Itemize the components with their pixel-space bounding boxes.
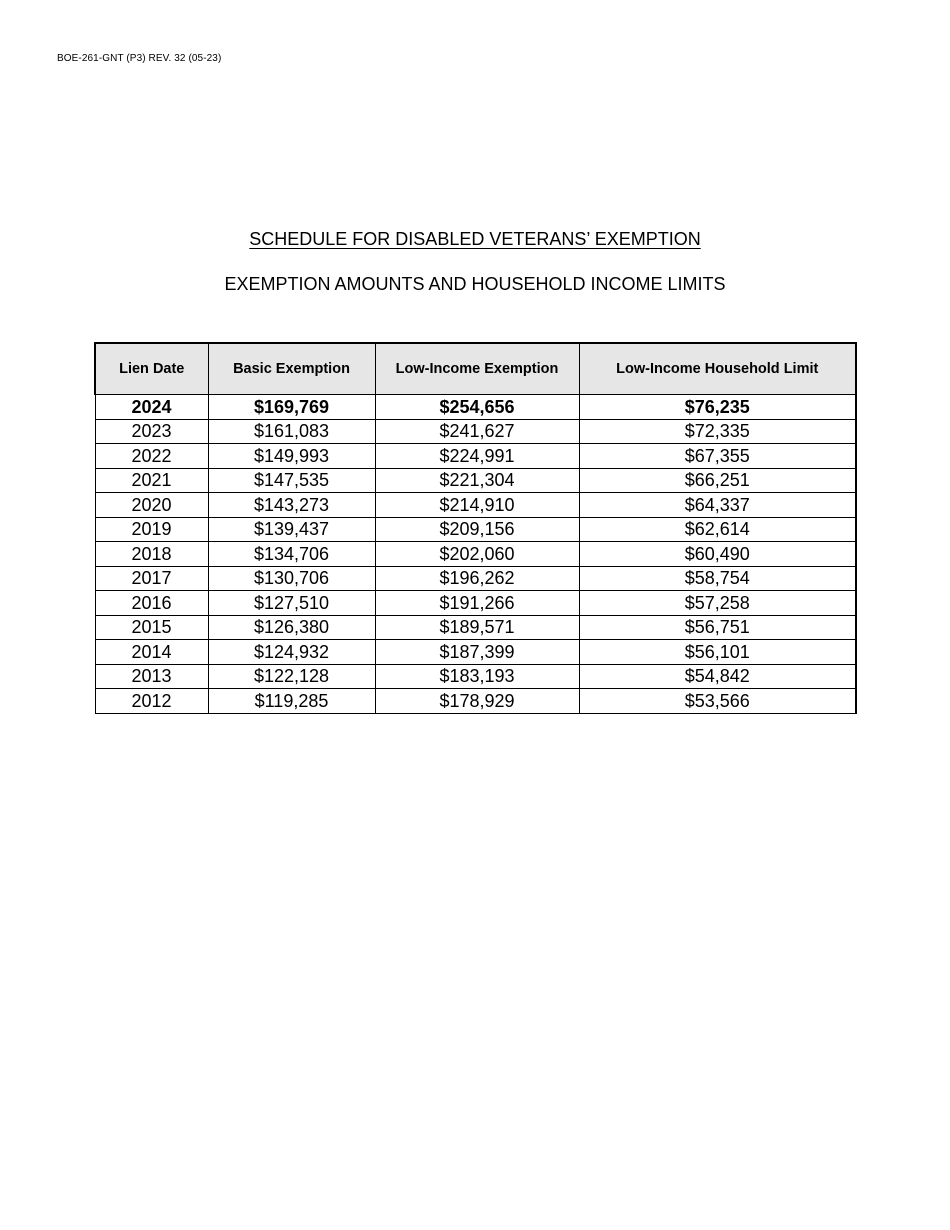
- low-income-exemption-cell: $224,991: [375, 444, 579, 469]
- lien-date-cell: 2014: [95, 640, 208, 665]
- low-income-exemption-cell: $196,262: [375, 566, 579, 591]
- lien-date-cell: 2021: [95, 468, 208, 493]
- low-income-exemption-cell: $191,266: [375, 591, 579, 616]
- exemption-schedule-table: [94, 342, 857, 714]
- basic-exemption-cell: $149,993: [208, 444, 375, 469]
- lien-date-cell: 2016: [95, 591, 208, 616]
- document-title: [0, 229, 950, 250]
- document-title-text: SCHEDULE FOR DISABLED VETERANS’ EXEMPTION: [249, 229, 701, 249]
- lien-date-cell: 2018: [95, 542, 208, 567]
- low-income-exemption-cell: $189,571: [375, 615, 579, 640]
- lien-date-cell: 2012: [95, 689, 208, 714]
- lien-date-cell: 2019: [95, 517, 208, 542]
- low-income-exemption-cell: $209,156: [375, 517, 579, 542]
- basic-exemption-cell: $143,273: [208, 493, 375, 518]
- low-income-exemption-cell: $214,910: [375, 493, 579, 518]
- household-limit-cell: $56,101: [579, 640, 856, 665]
- low-income-exemption-cell: $241,627: [375, 419, 579, 444]
- household-limit-cell: $56,751: [579, 615, 856, 640]
- low-income-exemption-cell: $178,929: [375, 689, 579, 714]
- low-income-exemption-cell: $254,656: [375, 395, 579, 420]
- basic-exemption-cell: $134,706: [208, 542, 375, 567]
- table-row: [95, 615, 856, 640]
- basic-exemption-cell: $161,083: [208, 419, 375, 444]
- household-limit-cell: $62,614: [579, 517, 856, 542]
- household-limit-cell: $54,842: [579, 664, 856, 689]
- low-income-exemption-cell: $221,304: [375, 468, 579, 493]
- header-row: [95, 343, 856, 395]
- column-header-basic-exemption: Basic Exemption: [208, 343, 375, 395]
- form-revision-id: BOE-261-GNT (P3) REV. 32 (05-23): [57, 53, 222, 64]
- lien-date-cell: 2017: [95, 566, 208, 591]
- column-header-lien-date: Lien Date: [95, 343, 208, 395]
- household-limit-cell: $76,235: [579, 395, 856, 420]
- low-income-exemption-cell: $187,399: [375, 640, 579, 665]
- basic-exemption-cell: $169,769: [208, 395, 375, 420]
- table-row: [95, 591, 856, 616]
- basic-exemption-cell: $130,706: [208, 566, 375, 591]
- table-row: [95, 419, 856, 444]
- column-header-low-income-exemption: Low-Income Exemption: [375, 343, 579, 395]
- column-header-low-income-household-limit: Low-Income Household Limit: [579, 343, 856, 395]
- household-limit-cell: $72,335: [579, 419, 856, 444]
- basic-exemption-cell: $139,437: [208, 517, 375, 542]
- table-header: [95, 343, 856, 395]
- table-row: [95, 542, 856, 567]
- lien-date-cell: 2022: [95, 444, 208, 469]
- basic-exemption-cell: $127,510: [208, 591, 375, 616]
- lien-date-cell: 2013: [95, 664, 208, 689]
- document-subtitle: EXEMPTION AMOUNTS AND HOUSEHOLD INCOME LIMITS: [224, 274, 726, 294]
- household-limit-cell: $67,355: [579, 444, 856, 469]
- table-row: [95, 664, 856, 689]
- lien-date-cell: 2015: [95, 615, 208, 640]
- household-limit-cell: $58,754: [579, 566, 856, 591]
- household-limit-cell: $53,566: [579, 689, 856, 714]
- table-body: [95, 395, 856, 714]
- table-row: [95, 566, 856, 591]
- table-row: [95, 444, 856, 469]
- basic-exemption-cell: $124,932: [208, 640, 375, 665]
- household-limit-cell: $57,258: [579, 591, 856, 616]
- table-row: [95, 640, 856, 665]
- household-limit-cell: $60,490: [579, 542, 856, 567]
- basic-exemption-cell: $126,380: [208, 615, 375, 640]
- table-row: [95, 689, 856, 714]
- basic-exemption-cell: $122,128: [208, 664, 375, 689]
- table-row: [95, 517, 856, 542]
- low-income-exemption-cell: $183,193: [375, 664, 579, 689]
- basic-exemption-cell: $147,535: [208, 468, 375, 493]
- basic-exemption-cell: $119,285: [208, 689, 375, 714]
- table-row: [95, 395, 856, 420]
- household-limit-cell: $66,251: [579, 468, 856, 493]
- lien-date-cell: 2020: [95, 493, 208, 518]
- table-row: [95, 468, 856, 493]
- low-income-exemption-cell: $202,060: [375, 542, 579, 567]
- table-row: [95, 493, 856, 518]
- lien-date-cell: 2024: [95, 395, 208, 420]
- household-limit-cell: $64,337: [579, 493, 856, 518]
- lien-date-cell: 2023: [95, 419, 208, 444]
